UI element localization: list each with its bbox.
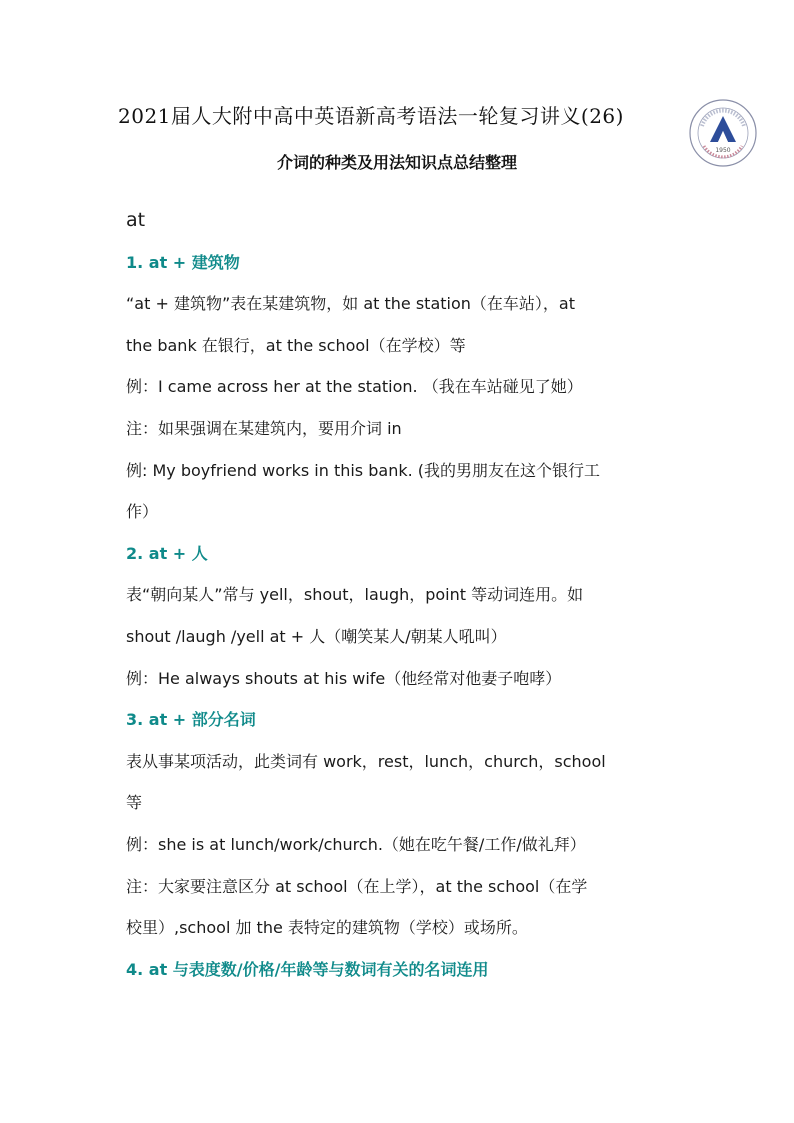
section-heading: 4. at 与表度数/价格/年龄等与数词有关的名词连用 — [126, 959, 489, 979]
text-line: 表“朝向某人”常与 yell，shout，laugh，point 等动词连用。如 — [126, 585, 584, 605]
text-line: 等 — [126, 793, 143, 813]
section-label: at — [126, 209, 146, 231]
content-list — [126, 242, 674, 991]
document-body — [126, 200, 674, 990]
title-clip — [118, 100, 692, 134]
section-heading: 2. at + 人 — [126, 543, 208, 563]
text-line: 表从事某项活动，此类词有 work，rest，lunch，church，school — [126, 751, 606, 771]
section-heading: 3. at + 部分名词 — [126, 710, 256, 730]
page-title: 2021届人大附中高中英语新高考语法一轮复习讲义(26) — [118, 104, 624, 128]
text-line: 作） — [126, 502, 159, 522]
text-line: 例：He always shouts at his wife（他经常对他妻子咆哮） — [126, 668, 562, 688]
logo-year: 1950 — [715, 147, 731, 154]
section-heading: 1. at + 建筑物 — [126, 252, 240, 272]
text-line: 例: My boyfriend works in this bank. (我的男朋友在这个银行工 — [126, 460, 601, 480]
page-subtitle: 介词的种类及用法知识点总结整理 — [276, 153, 517, 172]
text-line: 注：大家要注意区分 at school（在上学），at the school（在学 — [126, 876, 588, 896]
text-line: shout /laugh /yell at + 人（嘲笑某人/朝某人吼叫） — [126, 626, 507, 646]
text-line: 例：I came across her at the station. （我在车站碰见了她） — [126, 377, 583, 397]
text-line: 注：如果强调在某建筑内，要用介词 in — [126, 418, 402, 438]
text-line: the bank 在银行，at the school（在学校）等 — [126, 335, 466, 355]
text-line: “at + 建筑物”表在某建筑物，如 at the station（在车站），at — [126, 294, 575, 314]
text-line: 校里）,school 加 the 表特定的建筑物（学校）或场所。 — [126, 918, 528, 938]
text-line: 例：she is at lunch/work/church.（她在吃午餐/工作/做礼拜） — [126, 834, 586, 854]
